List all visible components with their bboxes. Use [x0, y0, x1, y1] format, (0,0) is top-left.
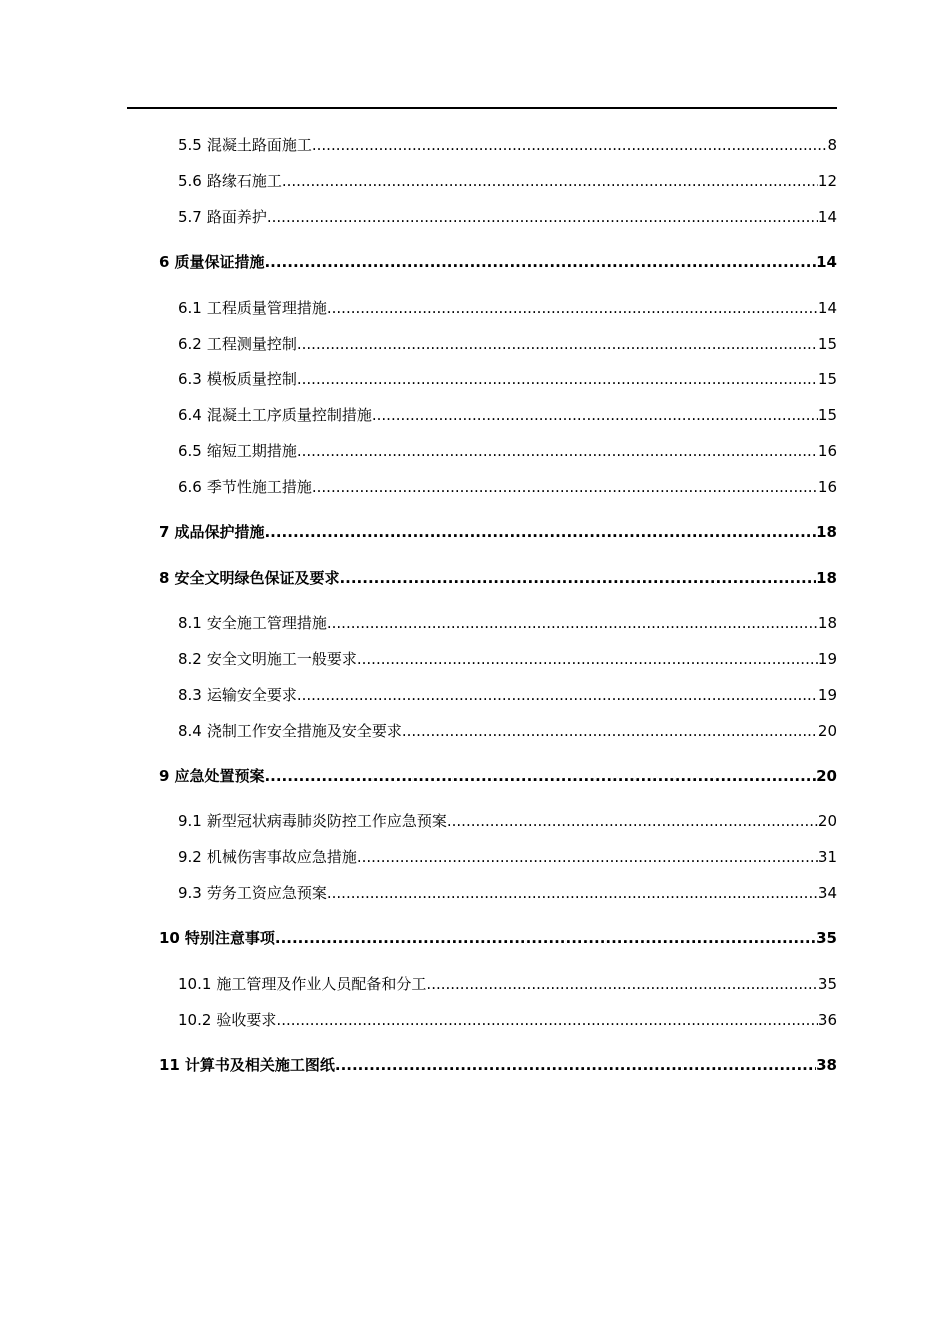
- toc-entry-title: 季节性施工措施: [206, 478, 312, 496]
- toc-entry-page: 16: [817, 442, 837, 460]
- toc-entry-number: 6.4: [178, 406, 202, 424]
- toc-entry-9-2[interactable]: [178, 847, 837, 869]
- toc-entry-title: 安全文明绿色保证及要求: [174, 569, 340, 587]
- toc-entry-page: 14: [817, 299, 837, 317]
- toc-entry-number: 5.5: [178, 136, 202, 154]
- toc-dot-leader: [327, 298, 818, 318]
- toc-entry-title: 工程测量控制: [206, 335, 297, 353]
- toc-dot-leader: [312, 135, 828, 155]
- toc-entry-number: 5.6: [178, 172, 202, 190]
- toc-dot-leader: [267, 207, 818, 227]
- toc-entry-9[interactable]: [159, 766, 837, 788]
- toc-entry-page: 20: [817, 722, 837, 740]
- toc-entry-page: 20: [816, 767, 837, 785]
- toc-entry-number: 8.2: [178, 650, 202, 668]
- toc-dot-leader: [275, 928, 816, 948]
- toc-entry-page: 16: [817, 478, 837, 496]
- toc-entry-title: 新型冠状病毒肺炎防控工作应急预案: [206, 812, 447, 830]
- toc-entry-6-4[interactable]: [178, 405, 837, 427]
- toc-dot-leader: [447, 811, 818, 831]
- toc-entry-5-7[interactable]: [178, 207, 837, 229]
- toc-entry-9-1[interactable]: [178, 811, 837, 833]
- toc-entry-6-6[interactable]: [178, 477, 837, 499]
- toc-entry-6-5[interactable]: [178, 441, 837, 463]
- toc-entry-page: 34: [817, 884, 837, 902]
- toc-entry-title: 施工管理及作业人员配备和分工: [216, 975, 427, 993]
- toc-entry-8-3[interactable]: [178, 685, 837, 707]
- toc-entry-8[interactable]: [159, 568, 837, 590]
- toc-dot-leader: [426, 974, 817, 994]
- toc-entry-page: 19: [817, 650, 837, 668]
- toc-entry-page: 15: [817, 335, 837, 353]
- toc-entry-number: 9.2: [178, 848, 202, 866]
- toc-entry-number: 10.1: [178, 975, 212, 993]
- toc-entry-number: 11: [159, 1056, 180, 1074]
- toc-entry-page: 35: [817, 975, 837, 993]
- toc-entry-page: 18: [816, 569, 837, 587]
- toc-entry-number: 6.5: [178, 442, 202, 460]
- toc-entry-8-2[interactable]: [178, 649, 837, 671]
- toc-dot-leader: [327, 883, 818, 903]
- toc-entry-title: 工程质量管理措施: [206, 299, 327, 317]
- toc-dot-leader: [264, 252, 816, 272]
- toc-entry-page: 18: [817, 614, 837, 632]
- toc-entry-title: 应急处置预案: [174, 767, 265, 785]
- toc-entry-11[interactable]: [159, 1055, 837, 1077]
- toc-entry-6-2[interactable]: [178, 334, 837, 356]
- toc-entry-page: 20: [817, 812, 837, 830]
- toc-dot-leader: [297, 334, 818, 354]
- toc-entry-page: 38: [816, 1056, 837, 1074]
- toc-entry-page: 18: [816, 523, 837, 541]
- toc-entry-page: 35: [816, 929, 837, 947]
- toc-entry-title: 质量保证措施: [174, 253, 265, 271]
- toc-entry-5-5[interactable]: [178, 135, 837, 157]
- toc-entry-title: 缩短工期措施: [206, 442, 297, 460]
- toc-entry-title: 浇制工作安全措施及安全要求: [206, 722, 402, 740]
- toc-entry-page: 8: [827, 136, 837, 154]
- toc-entry-6-3[interactable]: [178, 369, 837, 391]
- toc-dot-leader: [297, 369, 818, 389]
- toc-entry-number: 6.6: [178, 478, 202, 496]
- toc-dot-leader: [264, 522, 816, 542]
- toc-dot-leader: [372, 405, 818, 425]
- toc-entry-number: 10.2: [178, 1011, 212, 1029]
- toc-dot-leader: [402, 721, 818, 741]
- toc-entry-page: 31: [817, 848, 837, 866]
- toc-entry-title: 混凝土工序质量控制措施: [206, 406, 372, 424]
- toc-entry-title: 计算书及相关施工图纸: [184, 1056, 335, 1074]
- toc-entry-page: 19: [817, 686, 837, 704]
- toc-entry-title: 路缘石施工: [206, 172, 282, 190]
- toc-entry-page: 14: [816, 253, 837, 271]
- toc-entry-number: 8: [159, 569, 170, 587]
- toc-entry-number: 5.7: [178, 208, 202, 226]
- toc-dot-leader: [335, 1055, 816, 1075]
- toc-entry-title: 运输安全要求: [206, 686, 297, 704]
- toc-entry-10[interactable]: [159, 928, 837, 950]
- toc-entry-title: 安全施工管理措施: [206, 614, 327, 632]
- toc-entry-9-3[interactable]: [178, 883, 837, 905]
- toc-entry-title: 验收要求: [216, 1011, 277, 1029]
- toc-entry-page: 36: [817, 1011, 837, 1029]
- toc-entry-page: 12: [817, 172, 837, 190]
- toc-entry-10-2[interactable]: [178, 1010, 837, 1032]
- toc-entry-title: 成品保护措施: [174, 523, 265, 541]
- toc-entry-number: 6.3: [178, 370, 202, 388]
- toc-dot-leader: [297, 685, 818, 705]
- toc-dot-leader: [327, 613, 818, 633]
- toc-entry-page: 15: [817, 406, 837, 424]
- toc-entry-number: 9.3: [178, 884, 202, 902]
- toc-entry-7[interactable]: [159, 522, 837, 544]
- toc-entry-page: 14: [817, 208, 837, 226]
- toc-entry-number: 9: [159, 767, 170, 785]
- toc-entry-number: 6: [159, 253, 170, 271]
- toc-entry-number: 8.4: [178, 722, 202, 740]
- toc-entry-8-1[interactable]: [178, 613, 837, 635]
- toc-entry-title: 混凝土路面施工: [206, 136, 312, 154]
- toc-entry-number: 8.1: [178, 614, 202, 632]
- toc-entry-title: 机械伤害事故应急措施: [206, 848, 357, 866]
- toc-dot-leader: [312, 477, 818, 497]
- toc-entry-8-4[interactable]: [178, 721, 837, 743]
- toc-entry-number: 6.2: [178, 335, 202, 353]
- toc-dot-leader: [276, 1010, 817, 1030]
- toc-dot-leader: [339, 568, 816, 588]
- toc-entry-number: 8.3: [178, 686, 202, 704]
- toc-entry-title: 劳务工资应急预案: [206, 884, 327, 902]
- toc-entry-number: 7: [159, 523, 170, 541]
- toc-entry-title: 路面养护: [206, 208, 267, 226]
- toc-entry-number: 9.1: [178, 812, 202, 830]
- toc-dot-leader: [357, 847, 818, 867]
- toc-entry-number: 6.1: [178, 299, 202, 317]
- toc-entry-6-1[interactable]: [178, 298, 837, 320]
- toc-dot-leader: [264, 766, 816, 786]
- toc-entry-page: 15: [817, 370, 837, 388]
- toc-entry-5-6[interactable]: [178, 171, 837, 193]
- toc-dot-leader: [357, 649, 818, 669]
- toc-entry-title: 模板质量控制: [206, 370, 297, 388]
- toc-dot-leader: [282, 171, 818, 191]
- toc-entry-number: 10: [159, 929, 180, 947]
- toc-entry-10-1[interactable]: [178, 974, 837, 996]
- toc-entry-title: 特别注意事项: [184, 929, 275, 947]
- toc-entry-6[interactable]: [159, 252, 837, 274]
- toc-dot-leader: [297, 441, 818, 461]
- toc-entry-title: 安全文明施工一般要求: [206, 650, 357, 668]
